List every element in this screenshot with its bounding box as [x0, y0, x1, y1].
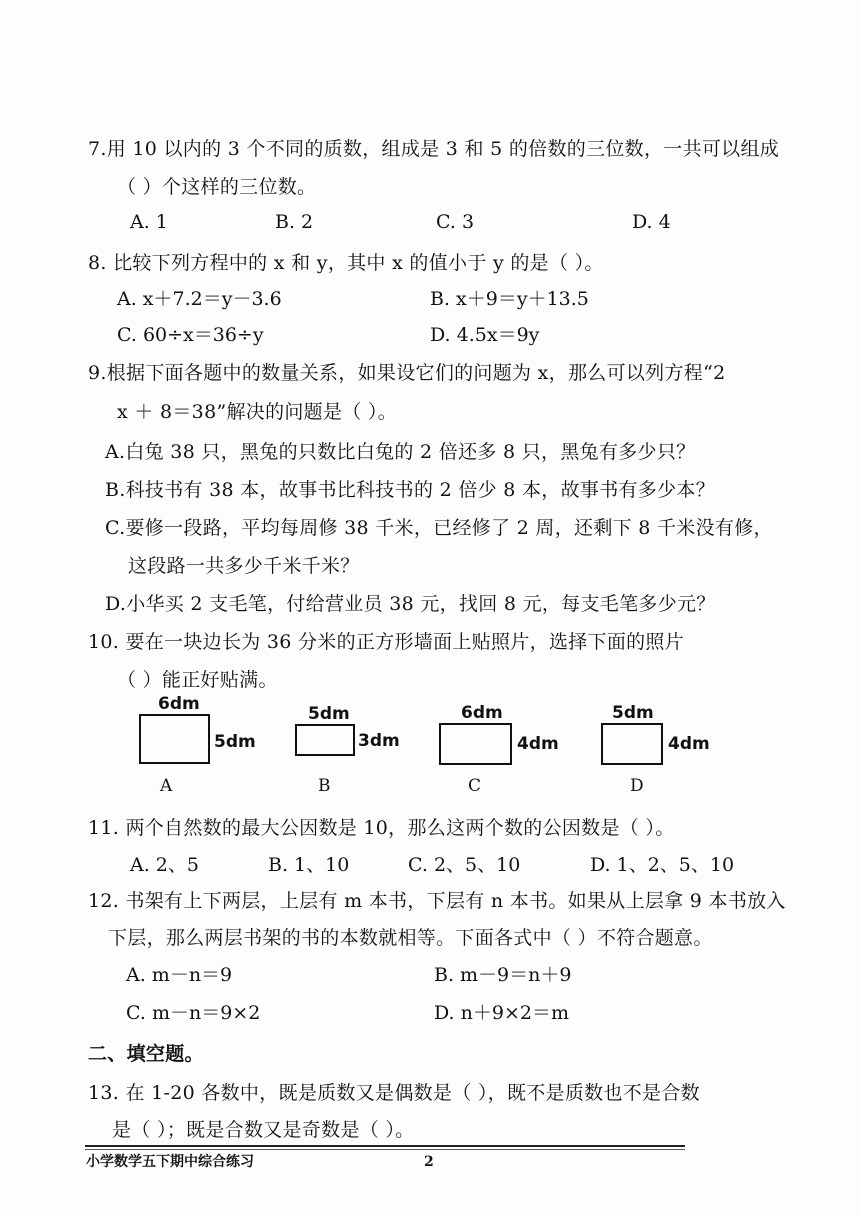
figure-c-letter: C [468, 776, 482, 796]
q8-option-d: D. 4.5x＝9y [430, 324, 540, 346]
q10-stem-line2: （ ）能正好贴满。 [117, 669, 278, 691]
q12-stem-line2: 下层，那么两层书架的书的本数就相等。下面各式中（ ）不符合题意。 [108, 927, 713, 949]
q11-option-b: B. 1、10 [268, 854, 350, 876]
q12-option-d: D. n＋9×2＝m [434, 1002, 569, 1024]
q11-stem: 11. 两个自然数的最大公因数是 10，那么这两个数的公因数是（ ）。 [88, 817, 675, 839]
q8-option-b: B. x＋9＝y＋13.5 [430, 288, 589, 310]
q12-option-b: B. m－9＝n＋9 [434, 964, 572, 986]
q7-option-d: D. 4 [632, 211, 671, 233]
figure-d-rectangle [601, 723, 663, 765]
figure-a-letter: A [160, 776, 173, 796]
q11-option-c: C. 2、5、10 [408, 854, 521, 876]
q12-stem-line1: 12. 书架有上下两层，上层有 m 本书，下层有 n 本书。如果从上层拿 9 本书放入 [88, 890, 786, 912]
q9-stem-line1: 9.根据下面各题中的数量关系，如果设它们的问题为 x，那么可以列方程“2 [88, 362, 726, 384]
q9-option-c-line1: C.要修一段路，平均每周修 38 千米，已经修了 2 周，还剩下 8 千米没有修， [105, 517, 773, 539]
footer-rule-thin [85, 1149, 685, 1150]
q12-option-c: C. m－n＝9×2 [126, 1002, 261, 1024]
footer-page-number: 2 [424, 1154, 434, 1170]
q12-option-a: A. m－n＝9 [126, 964, 233, 986]
footer-title: 小学数学五下期中综合练习 [86, 1154, 254, 1170]
q9-option-d: D.小华买 2 支毛笔，付给营业员 38 元，找回 8 元，每支毛笔多少元？ [105, 593, 716, 615]
q13-line1: 13. 在 1-20 各数中，既是质数又是偶数是（ ），既不是质数也不是合数 [88, 1082, 700, 1104]
q8-option-a: A. x＋7.2＝y－3.6 [117, 288, 282, 310]
figure-a-width-label: 6dm [158, 694, 200, 714]
q9-stem-line2: x ＋ 8＝38”解决的问题是（ ）。 [117, 401, 398, 423]
figure-b-letter: B [318, 776, 331, 796]
figure-a-height-label: 5dm [214, 732, 256, 752]
q11-option-d: D. 1、2、5、10 [590, 854, 735, 876]
figure-d-letter: D [630, 776, 644, 796]
q7-stem-line2: （ ）个这样的三位数。 [117, 176, 317, 198]
q8-stem: 8. 比较下列方程中的 x 和 y，其中 x 的值小于 y 的是（ ）。 [88, 252, 604, 274]
section-title-fill-in: 二、填空题。 [88, 1043, 204, 1065]
q11-option-a: A. 2、5 [130, 854, 199, 876]
q7-option-a: A. 1 [130, 211, 168, 233]
q10-stem-line1: 10. 要在一块边长为 36 分米的正方形墙面上贴照片，选择下面的照片 [88, 631, 685, 653]
q7-option-c: C. 3 [436, 211, 475, 233]
q9-option-a: A.白兔 38 只，黑兔的只数比白兔的 2 倍还多 8 只，黑兔有多少只？ [105, 441, 696, 463]
q9-option-c-line2: 这段路一共多少千米千米？ [128, 555, 360, 577]
figure-d-width-label: 5dm [612, 703, 654, 723]
figure-b-rectangle [295, 724, 355, 756]
q7-stem-line1: 7.用 10 以内的 3 个不同的质数，组成是 3 和 5 的倍数的三位数，一共可以组成 [88, 138, 780, 160]
q13-line2: 是（ ）；既是合数又是奇数是（ ）。 [112, 1119, 415, 1141]
figure-a-rectangle [139, 714, 210, 764]
q8-option-c: C. 60÷x＝36÷y [117, 324, 264, 346]
figure-c-height-label: 4dm [517, 734, 559, 754]
figure-b-width-label: 5dm [308, 704, 350, 724]
q9-option-b: B.科技书有 38 本，故事书比科技书的 2 倍少 8 本，故事书有多少本？ [105, 479, 715, 501]
footer-rule [85, 1145, 685, 1147]
figure-d-height-label: 4dm [668, 734, 710, 754]
figure-c-width-label: 6dm [461, 703, 503, 723]
figure-c-rectangle [439, 723, 512, 765]
figure-b-height-label: 3dm [358, 731, 400, 751]
q7-option-b: B. 2 [275, 211, 314, 233]
